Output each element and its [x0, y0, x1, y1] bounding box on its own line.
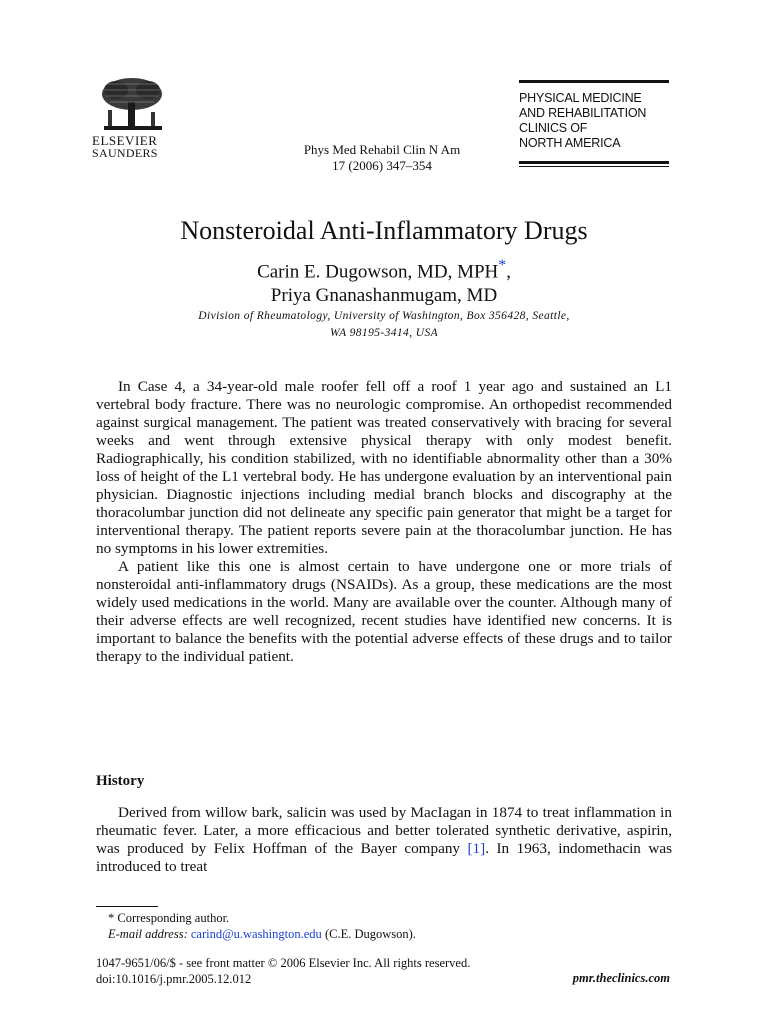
- brand-line: NORTH AMERICA: [519, 136, 621, 150]
- publisher-imprint: SAUNDERS: [92, 146, 158, 160]
- author-1-suffix: ,: [506, 261, 511, 283]
- history-body: [96, 804, 672, 876]
- paragraph-case: In Case 4, a 34-year-old male roofer fell off a roof 1 year ago and sustained an L1 vertebral body fracture. There was no neurologic compromise. An orthopedist recommended against surgical management. The patient was treated conservatively with bracing for several weeks and went through extensive physical therapy with only modest benefit. Radiographically, his condition stabilized, with no identifiable abnormality other than a 30% loss of height of the L1 vertebral body. He has undergone evaluation by an interventional pain physician. Diagnostic injections including medial branch blocks and discography at the thoracolumbar junction did not delineate any specific pain generator that might be a target for interventional therapy. The patient reports severe pain at the thoracolumbar junction. He has no symptoms in his lower extremities.: [96, 378, 672, 557]
- history-text-cont: . In 1963, indomethacin was introduced to treat: [96, 840, 672, 875]
- journal-citation: [270, 142, 494, 174]
- paragraph-intro: A patient like this one is almost certain to have undergone one or more trials of nonsteroidal anti-inflammatory drugs (NSAIDs). As a group, these medications are the most widely used medications in the world. Many are available over the counter. Although many of their adverse effects are well recognized, recent studies have identified new concerns. It is important to balance the benefits with the potential adverse effects of these drugs and to tailor therapy to the individual patient.: [96, 558, 672, 665]
- paragraph-history: [96, 804, 672, 876]
- brand-line: PHYSICAL MEDICINE: [519, 91, 642, 105]
- brand-line: CLINICS OF: [519, 121, 588, 135]
- elsevier-tree-icon: [96, 76, 168, 134]
- brand-bottom-rule: [519, 161, 669, 164]
- article-title: Nonsteroidal Anti-Inflammatory Drugs: [180, 216, 588, 245]
- publisher-logo: [92, 76, 172, 159]
- reference-link-1[interactable]: [1]: [467, 840, 486, 857]
- email-link[interactable]: carind@u.washington.edu: [190, 927, 322, 941]
- affiliation: [0, 308, 768, 342]
- affiliation-line-2: WA 98195-3414, USA: [329, 327, 439, 339]
- journal-volume: 17 (2006) 347–354: [332, 158, 432, 173]
- journal-brand: [519, 80, 669, 167]
- publisher-name: ELSEVIER: [92, 133, 158, 148]
- author-list: [0, 254, 768, 308]
- brand-title: [519, 91, 669, 151]
- footer-copyright: [96, 955, 470, 987]
- journal-name: Phys Med Rehabil Clin N Am: [303, 142, 461, 157]
- corresponding-note: * Corresponding author.: [108, 911, 230, 925]
- doi-line: doi:10.1016/j.pmr.2005.12.012: [96, 972, 252, 986]
- brand-line: AND REHABILITATION: [519, 106, 647, 120]
- email-label: E-mail address:: [108, 927, 188, 941]
- affiliation-line-1: Division of Rheumatology, University of Washington, Box 356428, Seattle,: [198, 310, 570, 322]
- history-text: Derived from willow bark, salicin was used by MacIagan in 1874 to treat inflammation in rheumatic fever. Later, a more efficacious and better tolerated synthetic derivative, aspirin, was produced by Felix Hoffman of the Bayer company: [96, 804, 672, 857]
- footnote-rule: [96, 906, 158, 907]
- author-2: Priya Gnanashanmugam, MD: [270, 285, 498, 307]
- article-body: [96, 378, 672, 666]
- brand-bottom-rule-thin: [519, 166, 669, 167]
- brand-top-rule: [519, 80, 669, 83]
- footnote: [108, 910, 668, 942]
- email-suffix: (C.E. Dugowson).: [324, 927, 416, 941]
- email-line: [108, 926, 668, 942]
- author-1-name: Carin E. Dugowson, MD, MPH: [257, 261, 499, 283]
- author-1: [0, 254, 768, 284]
- copyright-line: 1047-9651/06/$ - see front matter © 2006 Elsevier Inc. All rights reserved.: [96, 956, 471, 970]
- footer-site-link[interactable]: pmr.theclinics.com: [572, 971, 670, 985]
- corresponding-author-mark[interactable]: *: [498, 257, 507, 274]
- section-heading-history: History: [96, 773, 145, 789]
